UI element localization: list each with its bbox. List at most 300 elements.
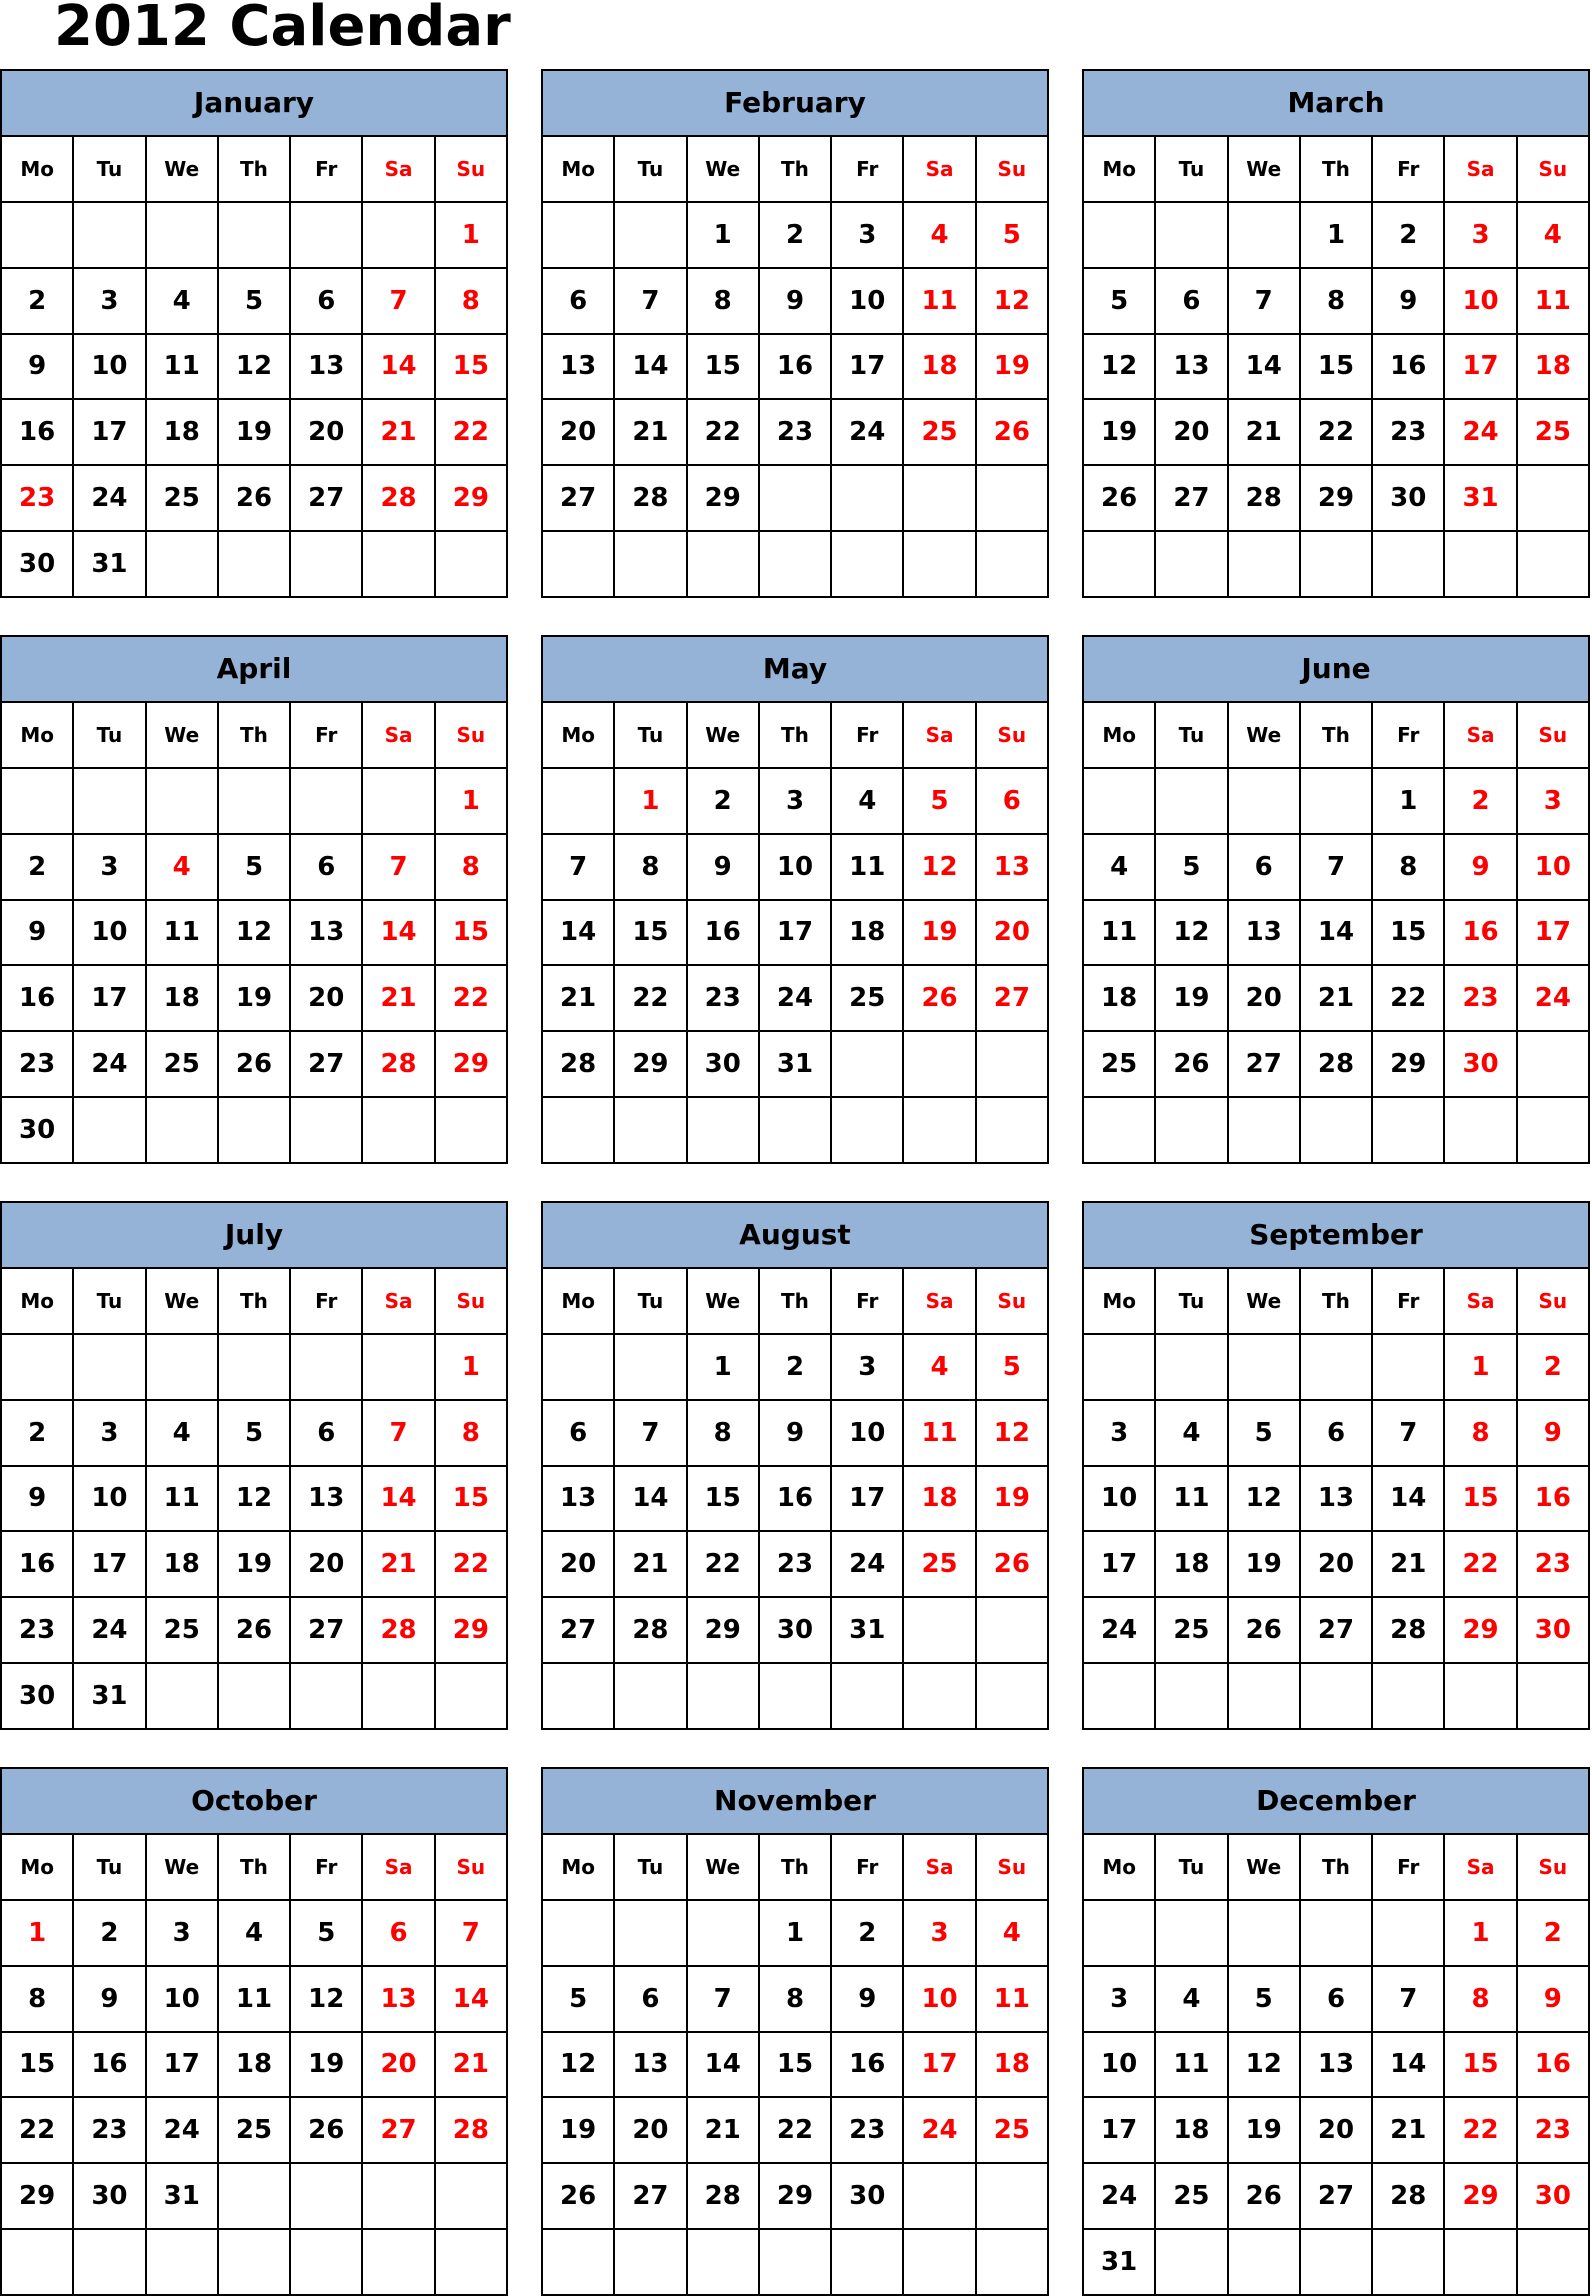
day-cell: 20: [1155, 399, 1227, 465]
day-cell: 5: [1228, 1400, 1300, 1466]
day-cell: 24: [831, 399, 903, 465]
day-cell: 2: [1444, 768, 1516, 834]
day-cell: 28: [614, 1597, 686, 1663]
empty-cell: [614, 2229, 686, 2295]
day-cell: 7: [687, 1966, 759, 2032]
empty-cell: [687, 1663, 759, 1729]
day-cell: 30: [687, 1031, 759, 1097]
empty-cell: [1228, 1663, 1300, 1729]
day-name-su: Su: [435, 702, 507, 768]
day-cell: 14: [614, 1466, 686, 1532]
week-row: [1083, 1400, 1589, 1466]
week-row: [1083, 1097, 1589, 1163]
empty-cell: [435, 2229, 507, 2295]
empty-cell: [1228, 2229, 1300, 2295]
day-cell: 29: [687, 465, 759, 531]
empty-cell: [1228, 768, 1300, 834]
day-cell: 9: [1517, 1400, 1589, 1466]
day-cell: 25: [1517, 399, 1589, 465]
week-row: [542, 1097, 1048, 1163]
day-cell: 24: [146, 2097, 218, 2163]
day-cell: 29: [614, 1031, 686, 1097]
day-name-fr: Fr: [831, 136, 903, 202]
day-cell: 7: [362, 834, 434, 900]
day-cell: 28: [435, 2097, 507, 2163]
day-cell: 8: [614, 834, 686, 900]
day-cell: 13: [976, 834, 1048, 900]
month-table: [541, 635, 1049, 1164]
day-cell: 15: [759, 2032, 831, 2098]
empty-cell: [1083, 768, 1155, 834]
day-name-we: We: [1228, 1268, 1300, 1334]
day-name-th: Th: [218, 136, 290, 202]
day-name-th: Th: [759, 702, 831, 768]
week-row: [1, 1466, 507, 1532]
day-cell: 16: [759, 1466, 831, 1532]
day-cell: 10: [1444, 268, 1516, 334]
day-cell: 6: [290, 268, 362, 334]
day-cell: 24: [73, 465, 145, 531]
day-cell: 10: [903, 1966, 975, 2032]
week-row: [542, 465, 1048, 531]
empty-cell: [1517, 2229, 1589, 2295]
day-cell: 16: [1372, 334, 1444, 400]
empty-cell: [1083, 1334, 1155, 1400]
empty-cell: [759, 1663, 831, 1729]
day-cell: 3: [73, 1400, 145, 1466]
month-march: [1082, 69, 1590, 598]
day-cell: 19: [976, 334, 1048, 400]
day-cell: 17: [1083, 1531, 1155, 1597]
day-cell: 25: [1155, 2163, 1227, 2229]
week-row: [1, 268, 507, 334]
day-cell: 24: [1517, 965, 1589, 1031]
month-april: [0, 635, 508, 1164]
day-cell: 28: [1372, 1597, 1444, 1663]
day-name-tu: Tu: [614, 1834, 686, 1900]
day-cell: 6: [976, 768, 1048, 834]
day-cell: 24: [73, 1597, 145, 1663]
day-cell: 12: [976, 1400, 1048, 1466]
day-cell: 15: [1, 2032, 73, 2098]
week-row: [1083, 465, 1589, 531]
week-row: [1083, 1531, 1589, 1597]
week-row: [542, 1334, 1048, 1400]
day-cell: 9: [687, 834, 759, 900]
week-row: [1, 2097, 507, 2163]
day-name-su: Su: [435, 1834, 507, 1900]
empty-cell: [976, 465, 1048, 531]
day-cell: 6: [542, 268, 614, 334]
day-cell: 15: [435, 334, 507, 400]
day-cell: 13: [542, 334, 614, 400]
month-name: May: [542, 636, 1048, 702]
day-cell: 17: [1444, 334, 1516, 400]
day-cell: 3: [146, 1900, 218, 1966]
day-cell: 9: [831, 1966, 903, 2032]
day-cell: 30: [1, 1097, 73, 1163]
empty-cell: [976, 1031, 1048, 1097]
day-cell: 6: [542, 1400, 614, 1466]
week-row: [1, 1597, 507, 1663]
day-cell: 16: [1, 965, 73, 1031]
empty-cell: [1, 1334, 73, 1400]
month-name: November: [542, 1768, 1048, 1834]
day-name-tu: Tu: [614, 702, 686, 768]
day-cell: 27: [1300, 2163, 1372, 2229]
day-name-we: We: [1228, 702, 1300, 768]
day-cell: 3: [1444, 202, 1516, 268]
day-name-su: Su: [1517, 1834, 1589, 1900]
day-cell: 4: [146, 834, 218, 900]
empty-cell: [362, 2163, 434, 2229]
month-table: [0, 635, 508, 1164]
day-cell: 21: [1228, 399, 1300, 465]
day-cell: 3: [1517, 768, 1589, 834]
day-cell: 5: [218, 834, 290, 900]
day-cell: 11: [976, 1966, 1048, 2032]
day-cell: 2: [687, 768, 759, 834]
day-cell: 26: [218, 1031, 290, 1097]
day-cell: 11: [903, 1400, 975, 1466]
day-cell: 10: [1083, 1466, 1155, 1532]
day-cell: 19: [218, 965, 290, 1031]
week-row: [1, 2032, 507, 2098]
day-cell: 11: [831, 834, 903, 900]
empty-cell: [1155, 531, 1227, 597]
day-name-tu: Tu: [73, 702, 145, 768]
day-name-th: Th: [759, 1268, 831, 1334]
day-cell: 27: [542, 465, 614, 531]
day-cell: 15: [435, 1466, 507, 1532]
day-cell: 21: [1372, 2097, 1444, 2163]
empty-cell: [903, 2229, 975, 2295]
day-cell: 30: [1517, 2163, 1589, 2229]
week-row: [1083, 1334, 1589, 1400]
day-name-th: Th: [1300, 702, 1372, 768]
week-row: [542, 531, 1048, 597]
day-cell: 21: [435, 2032, 507, 2098]
day-name-mo: Mo: [1083, 702, 1155, 768]
day-cell: 2: [831, 1900, 903, 1966]
week-row: [1083, 2163, 1589, 2229]
day-cell: 1: [435, 202, 507, 268]
month-january: [0, 69, 508, 598]
day-name-mo: Mo: [1083, 136, 1155, 202]
empty-cell: [1372, 1334, 1444, 1400]
day-name-sa: Sa: [362, 136, 434, 202]
empty-cell: [1372, 1097, 1444, 1163]
day-name-tu: Tu: [1155, 136, 1227, 202]
day-name-su: Su: [1517, 702, 1589, 768]
day-name-we: We: [146, 136, 218, 202]
empty-cell: [1155, 1334, 1227, 1400]
empty-cell: [1444, 531, 1516, 597]
empty-cell: [759, 2229, 831, 2295]
empty-cell: [146, 2229, 218, 2295]
month-name: January: [1, 70, 507, 136]
day-name-sa: Sa: [903, 1834, 975, 1900]
empty-cell: [976, 1663, 1048, 1729]
empty-cell: [614, 1900, 686, 1966]
day-cell: 19: [1228, 1531, 1300, 1597]
day-cell: 17: [146, 2032, 218, 2098]
day-cell: 26: [218, 465, 290, 531]
empty-cell: [759, 1097, 831, 1163]
empty-cell: [1372, 531, 1444, 597]
day-cell: 25: [903, 1531, 975, 1597]
day-cell: 20: [290, 399, 362, 465]
day-cell: 12: [290, 1966, 362, 2032]
day-cell: 15: [1444, 2032, 1516, 2098]
day-name-tu: Tu: [73, 1834, 145, 1900]
day-cell: 27: [290, 465, 362, 531]
day-cell: 10: [1517, 834, 1589, 900]
day-cell: 31: [1083, 2229, 1155, 2295]
day-cell: 5: [1083, 268, 1155, 334]
day-cell: 23: [73, 2097, 145, 2163]
empty-cell: [362, 2229, 434, 2295]
empty-cell: [218, 1097, 290, 1163]
day-cell: 28: [542, 1031, 614, 1097]
day-cell: 17: [1517, 900, 1589, 966]
day-cell: 18: [1083, 965, 1155, 1031]
month-name: February: [542, 70, 1048, 136]
week-row: [542, 1466, 1048, 1532]
day-cell: 18: [976, 2032, 1048, 2098]
empty-cell: [362, 768, 434, 834]
day-cell: 28: [362, 1031, 434, 1097]
day-cell: 24: [759, 965, 831, 1031]
day-cell: 28: [614, 465, 686, 531]
empty-cell: [542, 2229, 614, 2295]
day-cell: 21: [1372, 1531, 1444, 1597]
day-cell: 13: [290, 1466, 362, 1532]
day-cell: 2: [1517, 1900, 1589, 1966]
day-cell: 10: [1083, 2032, 1155, 2098]
day-cell: 29: [759, 2163, 831, 2229]
week-row: [1083, 268, 1589, 334]
week-row: [1, 531, 507, 597]
week-row: [542, 1663, 1048, 1729]
day-name-mo: Mo: [542, 702, 614, 768]
day-cell: 8: [759, 1966, 831, 2032]
day-cell: 25: [146, 1031, 218, 1097]
day-cell: 8: [435, 268, 507, 334]
day-name-fr: Fr: [831, 1834, 903, 1900]
day-cell: 1: [1300, 202, 1372, 268]
day-cell: 25: [903, 399, 975, 465]
week-row: [542, 2032, 1048, 2098]
week-row: [1, 2163, 507, 2229]
empty-cell: [976, 1097, 1048, 1163]
day-name-sa: Sa: [1444, 702, 1516, 768]
day-name-fr: Fr: [290, 1268, 362, 1334]
day-cell: 11: [1517, 268, 1589, 334]
day-cell: 19: [1083, 399, 1155, 465]
empty-cell: [218, 2229, 290, 2295]
day-cell: 6: [290, 834, 362, 900]
day-name-th: Th: [218, 1268, 290, 1334]
day-cell: 23: [1, 465, 73, 531]
day-cell: 23: [1517, 1531, 1589, 1597]
day-cell: 23: [1517, 2097, 1589, 2163]
day-cell: 6: [1155, 268, 1227, 334]
week-row: [542, 768, 1048, 834]
day-cell: 15: [687, 334, 759, 400]
week-row: [1083, 1966, 1589, 2032]
day-name-tu: Tu: [73, 1268, 145, 1334]
day-cell: 23: [1444, 965, 1516, 1031]
day-cell: 20: [542, 1531, 614, 1597]
day-cell: 8: [435, 834, 507, 900]
day-cell: 6: [1300, 1966, 1372, 2032]
month-june: [1082, 635, 1590, 1164]
empty-cell: [903, 1097, 975, 1163]
empty-cell: [362, 1097, 434, 1163]
day-cell: 31: [146, 2163, 218, 2229]
day-cell: 17: [73, 399, 145, 465]
day-cell: 16: [1517, 1466, 1589, 1532]
empty-cell: [73, 2229, 145, 2295]
day-cell: 30: [1372, 465, 1444, 531]
day-cell: 3: [903, 1900, 975, 1966]
day-name-fr: Fr: [831, 1268, 903, 1334]
day-cell: 27: [1228, 1031, 1300, 1097]
day-name-sa: Sa: [903, 136, 975, 202]
day-cell: 11: [1083, 900, 1155, 966]
empty-cell: [614, 531, 686, 597]
week-row: [1, 1900, 507, 1966]
empty-cell: [1517, 1663, 1589, 1729]
empty-cell: [1155, 202, 1227, 268]
empty-cell: [1155, 1097, 1227, 1163]
day-name-we: We: [146, 1268, 218, 1334]
day-cell: 21: [362, 965, 434, 1031]
day-cell: 19: [218, 1531, 290, 1597]
day-cell: 19: [218, 399, 290, 465]
day-cell: 1: [1, 1900, 73, 1966]
week-row: [542, 1900, 1048, 1966]
day-cell: 14: [614, 334, 686, 400]
empty-cell: [218, 768, 290, 834]
empty-cell: [1083, 1663, 1155, 1729]
day-cell: 18: [146, 965, 218, 1031]
empty-cell: [1228, 1334, 1300, 1400]
empty-cell: [218, 202, 290, 268]
day-cell: 12: [218, 900, 290, 966]
day-name-we: We: [687, 1268, 759, 1334]
empty-cell: [1444, 2229, 1516, 2295]
empty-cell: [1517, 1097, 1589, 1163]
day-cell: 20: [362, 2032, 434, 2098]
week-row: [542, 2229, 1048, 2295]
day-cell: 16: [1, 1531, 73, 1597]
day-cell: 31: [73, 1663, 145, 1729]
day-cell: 25: [1083, 1031, 1155, 1097]
day-cell: 14: [1372, 1466, 1444, 1532]
month-table: [541, 1201, 1049, 1730]
empty-cell: [976, 2163, 1048, 2229]
day-cell: 29: [435, 465, 507, 531]
day-cell: 27: [976, 965, 1048, 1031]
day-name-su: Su: [976, 702, 1048, 768]
day-cell: 2: [1517, 1334, 1589, 1400]
day-cell: 13: [614, 2032, 686, 2098]
empty-cell: [435, 1663, 507, 1729]
day-cell: 7: [614, 268, 686, 334]
day-cell: 11: [1155, 1466, 1227, 1532]
week-row: [1083, 900, 1589, 966]
day-cell: 4: [1155, 1400, 1227, 1466]
month-july: [0, 1201, 508, 1730]
day-cell: 24: [1083, 2163, 1155, 2229]
day-cell: 7: [542, 834, 614, 900]
week-row: [1083, 1900, 1589, 1966]
month-table: [1082, 69, 1590, 598]
day-name-mo: Mo: [1, 1268, 73, 1334]
day-cell: 19: [1228, 2097, 1300, 2163]
month-table: [0, 1201, 508, 1730]
month-august: [541, 1201, 1049, 1730]
day-cell: 22: [687, 1531, 759, 1597]
day-cell: 7: [1372, 1400, 1444, 1466]
empty-cell: [1300, 1663, 1372, 1729]
week-row: [1083, 2032, 1589, 2098]
day-cell: 13: [290, 900, 362, 966]
day-cell: 31: [759, 1031, 831, 1097]
month-table: [1082, 635, 1590, 1164]
day-cell: 27: [290, 1597, 362, 1663]
week-row: [1, 202, 507, 268]
day-name-sa: Sa: [362, 1834, 434, 1900]
day-cell: 22: [1300, 399, 1372, 465]
week-row: [1083, 2229, 1589, 2295]
day-cell: 30: [759, 1597, 831, 1663]
day-cell: 29: [687, 1597, 759, 1663]
month-name: July: [1, 1202, 507, 1268]
month-name: August: [542, 1202, 1048, 1268]
day-cell: 17: [831, 334, 903, 400]
day-cell: 10: [73, 900, 145, 966]
day-cell: 4: [146, 1400, 218, 1466]
day-name-su: Su: [1517, 136, 1589, 202]
day-cell: 21: [614, 399, 686, 465]
day-cell: 23: [1372, 399, 1444, 465]
day-cell: 4: [146, 268, 218, 334]
day-cell: 1: [1372, 768, 1444, 834]
day-cell: 20: [976, 900, 1048, 966]
week-row: [1083, 2097, 1589, 2163]
week-row: [542, 900, 1048, 966]
day-cell: 14: [1372, 2032, 1444, 2098]
day-cell: 9: [1, 1466, 73, 1532]
empty-cell: [290, 531, 362, 597]
empty-cell: [831, 1663, 903, 1729]
week-row: [542, 1966, 1048, 2032]
day-cell: 2: [759, 202, 831, 268]
day-cell: 25: [146, 1597, 218, 1663]
day-cell: 14: [687, 2032, 759, 2098]
day-cell: 27: [362, 2097, 434, 2163]
week-row: [542, 1597, 1048, 1663]
empty-cell: [1155, 2229, 1227, 2295]
week-row: [1, 465, 507, 531]
day-cell: 7: [362, 268, 434, 334]
empty-cell: [976, 531, 1048, 597]
day-cell: 31: [73, 531, 145, 597]
day-cell: 16: [1517, 2032, 1589, 2098]
